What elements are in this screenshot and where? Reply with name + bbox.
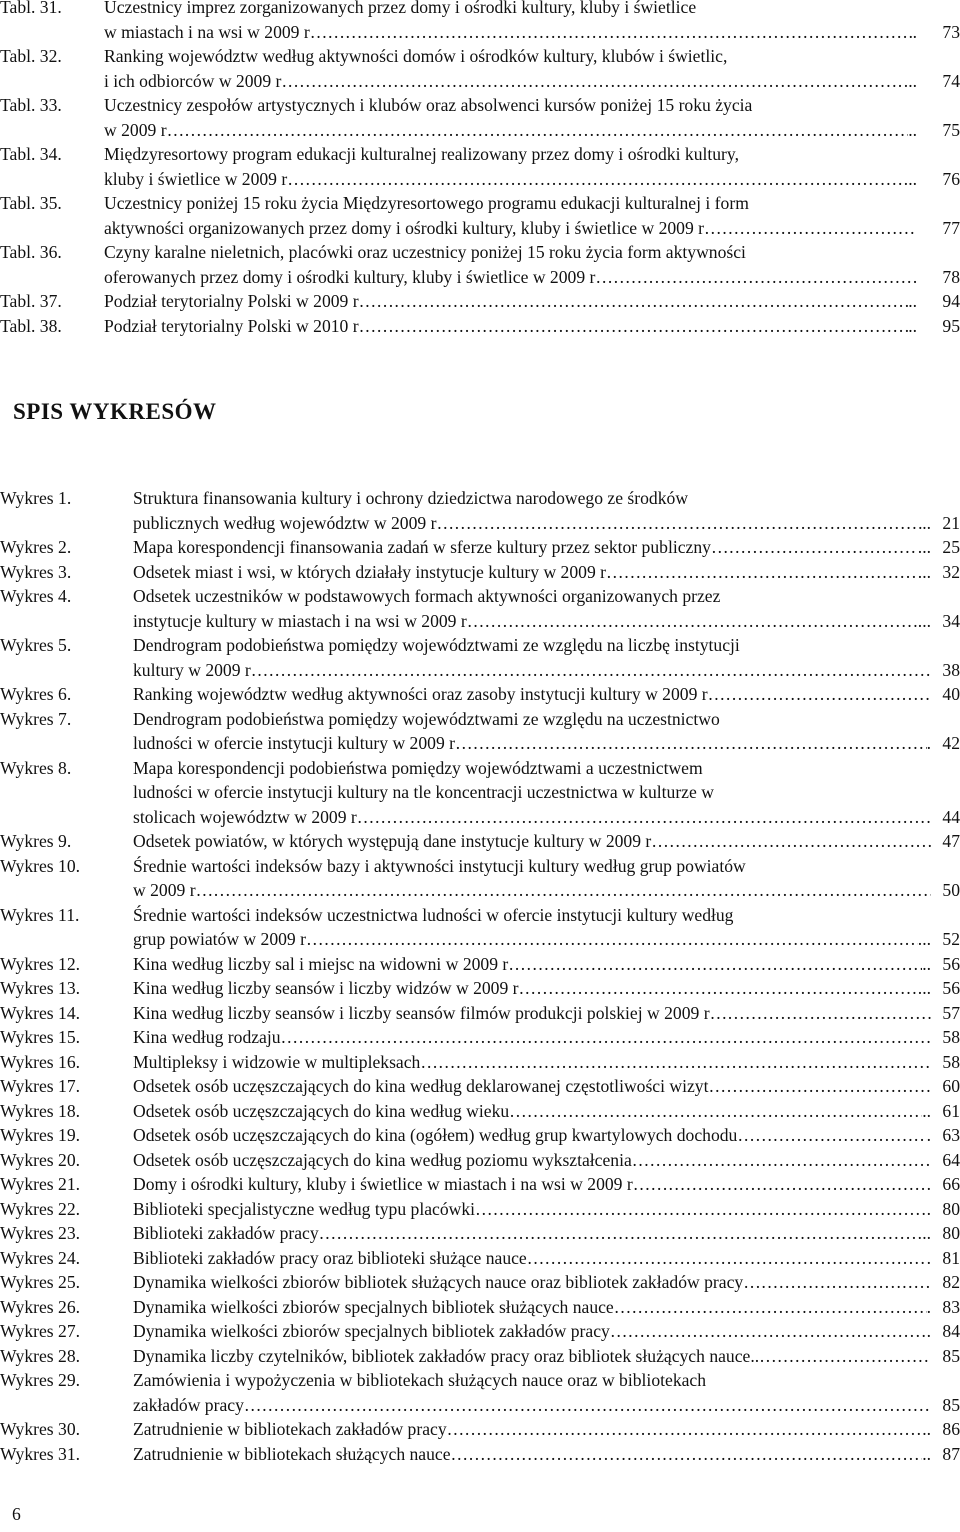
- dot-leader: [606, 560, 918, 585]
- dot-leader: [509, 1099, 922, 1124]
- entry-title: [133, 903, 931, 952]
- entry-title-line: Dynamika wielkości zbiorów specjalnych bibliotek zakładów pracy: [133, 1321, 610, 1341]
- entry-label: Tabl. 31.: [0, 0, 62, 17]
- entry-title-line: Ranking województw według aktywności domów i ośrodków kultury, klubów i świetlic,: [104, 46, 728, 66]
- dot-leader: [737, 1123, 926, 1148]
- toc-entry: [0, 1148, 960, 1173]
- entry-title-line: Odsetek miast i wsi, w których działały instytucje kultury w 2009 r: [133, 561, 606, 582]
- entry-page-number: 66: [942, 1174, 960, 1194]
- entry-title-line: Czyny karalne nieletnich, placówki oraz uczestnicy poniżej 15 roku życia form aktywności: [104, 242, 746, 262]
- entry-title-line: w 2009 r: [133, 880, 196, 900]
- dot-leader: [359, 289, 909, 314]
- dot-leader: [244, 1393, 931, 1418]
- entry-title: [133, 1246, 931, 1271]
- leader-end: ...: [917, 610, 931, 631]
- leader-end: ..: [908, 119, 917, 140]
- dot-leader: [467, 609, 918, 634]
- entry-page-number: 56: [942, 953, 960, 974]
- entry-page-number: 42: [942, 733, 960, 753]
- entry-page-number: 77: [942, 217, 960, 238]
- toc-entry: [0, 1344, 960, 1369]
- toc-entry: [0, 756, 960, 830]
- entry-page-number: 40: [942, 684, 960, 704]
- entry-label: Tabl. 35.: [0, 193, 62, 213]
- entry-page-number: 61: [942, 1100, 960, 1121]
- entry-title-line: Zatrudnienie w bibliotekach służących nauce: [133, 1443, 451, 1464]
- entry-title: [133, 1172, 931, 1197]
- entry-label: Tabl. 38.: [0, 315, 62, 336]
- entry-title-line: ludności w ofercie instytucji kultury w 2009 r: [133, 733, 456, 753]
- entry-title-line: Odsetek osób uczęszczających do kina według poziomu wykształcenia: [133, 1149, 632, 1170]
- entry-title-line: publicznych według województw w 2009 r: [133, 512, 437, 533]
- dot-leader: [251, 658, 931, 683]
- entry-label: Wykres 25.: [0, 1272, 81, 1292]
- dot-leader: [455, 731, 927, 756]
- entry-label: Wykres 9.: [0, 831, 72, 851]
- dot-leader: [595, 265, 917, 290]
- entry-title-line: stolicach województw w 2009 r: [133, 806, 357, 827]
- entry-title-line: Struktura finansowania kultury i ochrony dziedzictwa narodowego ze środków: [133, 488, 689, 508]
- entry-title-line: Biblioteki specjalistyczne według typu placówki: [133, 1198, 476, 1219]
- dot-leader: [527, 1246, 927, 1271]
- entry-label: Wykres 1.: [0, 488, 72, 508]
- entry-page-number: 76: [942, 168, 960, 189]
- dot-leader: [167, 118, 909, 143]
- entry-label: Wykres 31.: [0, 1443, 81, 1464]
- entry-label: Wykres 20.: [0, 1149, 81, 1170]
- entry-title-line: Dynamika wielkości zbiorów specjalnych bibliotek służących nauce: [133, 1296, 614, 1317]
- toc-entry: [0, 1197, 960, 1222]
- entry-label: Wykres 6.: [0, 684, 72, 704]
- entry-page-number: 74: [942, 70, 960, 91]
- entry-title-line: kluby i świetlice w 2009 r: [104, 168, 288, 189]
- entry-title-line: Domy i ośrodki kultury, kluby i świetlice w miastach i na wsi w 2009 r: [133, 1174, 633, 1194]
- leader-end: .: [926, 1198, 931, 1219]
- entry-page-number: 21: [942, 512, 960, 533]
- dot-leader: [420, 1050, 931, 1075]
- entry-title: [104, 240, 917, 289]
- entry-label: Wykres 8.: [0, 757, 72, 778]
- entry-title-line: Odsetek osób uczęszczających do kina według wieku: [133, 1100, 510, 1121]
- toc-entry: [0, 1417, 960, 1442]
- dot-leader: [196, 878, 931, 903]
- page-number: 6: [12, 1504, 21, 1524]
- entry-title: [133, 584, 931, 633]
- toc-entry: [0, 289, 960, 314]
- entry-title-line: Dendrogram podobieństwa pomiędzy województwami ze względu na liczbę instytucji: [133, 635, 740, 655]
- toc-entry: [0, 1001, 960, 1026]
- dot-leader: [359, 314, 909, 339]
- entry-title: [133, 1417, 931, 1442]
- entry-page-number: 25: [942, 537, 960, 557]
- dot-leader: [451, 1442, 923, 1467]
- toc-entry: [0, 1025, 960, 1050]
- entry-label: Wykres 27.: [0, 1321, 81, 1341]
- entry-title-line: Podział terytorialny Polski w 2009 r: [104, 291, 359, 311]
- leader-end: ..: [908, 315, 917, 336]
- toc-entry: [0, 535, 960, 560]
- entry-page-number: 58: [942, 1051, 960, 1072]
- entry-page-number: 86: [942, 1419, 960, 1439]
- entry-title: [104, 314, 917, 339]
- entry-title-line: Średnie wartości indeksów uczestnictwa ludności w ofercie instytucji kultury według: [133, 904, 734, 925]
- dot-leader: [306, 927, 918, 952]
- entry-title: [133, 1221, 931, 1246]
- entry-title-line: w miastach i na wsi w 2009 r: [104, 21, 310, 42]
- toc-entry: [0, 976, 960, 1001]
- dot-leader: [436, 511, 922, 536]
- toc-entry: [0, 560, 960, 585]
- leader-end: ...: [903, 70, 917, 91]
- entry-page-number: 94: [942, 291, 960, 311]
- entry-page-number: 57: [942, 1002, 960, 1023]
- entry-page-number: 56: [942, 978, 960, 998]
- tables-list: [0, 0, 960, 338]
- leader-end: ...: [917, 978, 931, 998]
- dot-leader: [508, 952, 922, 977]
- entry-title: [104, 44, 917, 93]
- entry-title-line: Kina według rodzaju: [133, 1027, 281, 1047]
- entry-label: Wykres 2.: [0, 537, 72, 557]
- entry-title-line: i ich odbiorców w 2009 r: [104, 70, 282, 91]
- entry-title: [133, 560, 931, 585]
- leader-end: .: [926, 733, 931, 753]
- entry-title-line: Podział terytorialny Polski w 2010 r: [104, 315, 359, 336]
- entry-title-line: Uczestnicy imprez zorganizowanych przez domy i ośrodki kultury, kluby i świetlice: [104, 0, 697, 17]
- dot-leader: [281, 69, 903, 94]
- entry-title-line: Odsetek powiatów, w których występują dane instytucje kultury w 2009 r: [133, 831, 652, 851]
- entry-title-line: instytucje kultury w miastach i na wsi w 2009 r: [133, 610, 467, 631]
- leader-end: .: [926, 1296, 931, 1317]
- entry-title: [104, 191, 917, 240]
- entry-label: Wykres 11.: [0, 904, 80, 925]
- entry-title: [133, 633, 931, 682]
- entry-title: [133, 1148, 931, 1173]
- entry-title: [133, 535, 931, 560]
- entry-label: Tabl. 32.: [0, 46, 62, 66]
- entry-title-line: Ranking województw według aktywności oraz zasoby instytucji kultury w 2009 r: [133, 684, 708, 704]
- toc-entry: [0, 584, 960, 633]
- toc-entry: [0, 191, 960, 240]
- dot-leader: [633, 1172, 927, 1197]
- entry-title: [133, 952, 931, 977]
- dot-leader: [310, 20, 913, 45]
- entry-page-number: 38: [942, 659, 960, 680]
- entry-page-number: 87: [942, 1443, 960, 1464]
- entry-title-line: Mapa korespondencji finansowania zadań w sferze kultury przez sektor publiczny: [133, 537, 711, 557]
- entry-label: Wykres 5.: [0, 635, 72, 655]
- entry-title: [133, 1197, 931, 1222]
- entry-title: [133, 1368, 931, 1417]
- toc-entry: [0, 1221, 960, 1246]
- leader-end: .: [926, 1174, 931, 1194]
- entry-page-number: 78: [942, 266, 960, 287]
- toc-entry: [0, 314, 960, 339]
- entry-label: Wykres 13.: [0, 978, 81, 998]
- entry-title: [133, 976, 931, 1001]
- charts-list: [0, 486, 960, 1466]
- leader-end: ..: [922, 512, 931, 533]
- dot-leader: [651, 829, 931, 854]
- entry-label: Wykres 16.: [0, 1051, 81, 1072]
- dot-leader: [610, 1319, 927, 1344]
- dot-leader: [447, 1417, 923, 1442]
- leader-end: .: [926, 1247, 931, 1268]
- entry-title: [133, 1295, 931, 1320]
- toc-entry: [0, 1270, 960, 1295]
- leader-end: ...: [917, 561, 931, 582]
- leader-end: ..: [922, 1223, 931, 1243]
- entry-page-number: 47: [942, 831, 960, 851]
- dot-leader: [704, 216, 917, 241]
- entry-page-number: 80: [942, 1223, 960, 1243]
- entry-title: [133, 1123, 931, 1148]
- entry-title-line: Odsetek uczestników w podstawowych formach aktywności organizowanych przez: [133, 586, 721, 606]
- entry-page-number: 64: [942, 1149, 960, 1170]
- entry-label: Wykres 3.: [0, 561, 72, 582]
- leader-end: .: [926, 1321, 931, 1341]
- entry-label: Tabl. 36.: [0, 242, 62, 262]
- entry-label: Wykres 26.: [0, 1296, 81, 1317]
- toc-entry: [0, 829, 960, 854]
- dot-leader: [519, 976, 918, 1001]
- entry-page-number: 81: [942, 1247, 960, 1268]
- entry-page-number: 85: [942, 1394, 960, 1415]
- entry-title: [133, 756, 931, 830]
- entry-label: Wykres 10.: [0, 855, 81, 876]
- entry-page-number: 73: [942, 21, 960, 42]
- toc-entry: [0, 1099, 960, 1124]
- toc-entry: [0, 93, 960, 142]
- leader-end: .: [912, 21, 917, 42]
- leader-end: ..: [908, 291, 917, 311]
- toc-entry: [0, 1172, 960, 1197]
- toc-entry: [0, 1442, 960, 1467]
- entry-title-line: Uczestnicy zespołów artystycznych i klubów oraz absolwenci kursów poniżej 15 roku życia: [104, 95, 753, 115]
- dot-leader: [711, 535, 918, 560]
- toc-entry: [0, 1246, 960, 1271]
- toc-entry: [0, 1368, 960, 1417]
- entry-title: [133, 1270, 931, 1295]
- entry-page-number: 84: [942, 1321, 960, 1341]
- toc-entry: [0, 1319, 960, 1344]
- toc-entry: [0, 44, 960, 93]
- toc-entry: [0, 633, 960, 682]
- entry-title-line: Zatrudnienie w bibliotekach zakładów pracy: [133, 1419, 447, 1439]
- entry-title: [133, 1319, 931, 1344]
- entry-label: Wykres 7.: [0, 708, 72, 729]
- entry-title: [104, 142, 917, 191]
- entry-title: [133, 707, 931, 756]
- leader-end: ..: [922, 1443, 931, 1464]
- entry-page-number: 63: [942, 1125, 960, 1145]
- entry-title-line: ludności w ofercie instytucji kultury na tle koncentracji uczestnictwa w kulturze w: [133, 782, 714, 802]
- entry-title: [104, 289, 917, 314]
- toc-entry: [0, 1074, 960, 1099]
- entry-page-number: 83: [942, 1296, 960, 1317]
- entry-title-line: Międzyresortowy program edukacji kulturalnej realizowany przez domy i ośrodki kultury,: [104, 144, 739, 164]
- dot-leader: [319, 1221, 923, 1246]
- entry-label: Wykres 18.: [0, 1100, 81, 1121]
- entry-title: [133, 486, 931, 535]
- entry-title-line: Średnie wartości indeksów bazy i aktywności instytucji kultury według grup powiatów: [133, 855, 746, 876]
- leader-end: ..: [922, 953, 931, 974]
- entry-title: [133, 1074, 931, 1099]
- entry-title: [133, 1344, 931, 1369]
- entry-label: Tabl. 33.: [0, 95, 62, 115]
- entry-label: Wykres 28.: [0, 1345, 81, 1366]
- toc-entry: [0, 952, 960, 977]
- charts-heading: SPIS WYKRESÓW: [13, 399, 217, 424]
- toc-entry: [0, 1123, 960, 1148]
- dot-leader: [708, 682, 931, 707]
- entry-label: Wykres 4.: [0, 586, 72, 606]
- dot-leader: [743, 1270, 931, 1295]
- entry-label: Wykres 24.: [0, 1247, 81, 1268]
- entry-label: Wykres 21.: [0, 1174, 81, 1194]
- toc-entry: [0, 1295, 960, 1320]
- entry-title-line: Odsetek osób uczęszczających do kina według deklarowanej częstotliwości wizyt: [133, 1076, 709, 1096]
- entry-label: Wykres 29.: [0, 1370, 81, 1390]
- entry-label: Tabl. 34.: [0, 144, 62, 164]
- entry-page-number: 32: [942, 561, 960, 582]
- entry-title: [133, 1001, 931, 1026]
- entry-title-line: w 2009 r: [104, 119, 167, 140]
- entry-title-line: Multipleksy i widzowie w multipleksach: [133, 1051, 421, 1072]
- dot-leader: [281, 1025, 931, 1050]
- dot-leader: [710, 1001, 931, 1026]
- leader-end: .: [926, 1125, 931, 1145]
- entry-label: Wykres 12.: [0, 953, 81, 974]
- dot-leader: [632, 1148, 931, 1173]
- entry-title-line: Odsetek osób uczęszczających do kina (ogółem) według grup kwartylowych dochodu: [133, 1125, 738, 1145]
- leader-end: ..: [922, 1419, 931, 1439]
- entry-title: [133, 854, 931, 903]
- entry-page-number: 85: [942, 1345, 960, 1366]
- entry-page-number: 50: [942, 880, 960, 900]
- dot-leader: [759, 1344, 931, 1369]
- entry-page-number: 75: [942, 119, 960, 140]
- entry-title-line: Kina według liczby seansów i liczby seansów filmów produkcji polskiej w 2009 r: [133, 1002, 710, 1023]
- dot-leader: [614, 1295, 927, 1320]
- entry-title: [133, 1025, 931, 1050]
- entry-title-line: Dynamika liczby czytelników, bibliotek zakładów pracy oraz bibliotek służących nauce..: [133, 1345, 760, 1366]
- toc-entry: [0, 707, 960, 756]
- entry-title: [104, 93, 917, 142]
- entry-page-number: 95: [942, 315, 960, 336]
- entry-title-line: Zamówienia i wypożyczenia w bibliotekach służących nauce oraz w bibliotekach: [133, 1370, 707, 1390]
- dot-leader: [709, 1074, 932, 1099]
- entry-page-number: 82: [942, 1272, 960, 1292]
- entry-label: Wykres 22.: [0, 1198, 81, 1219]
- entry-page-number: 58: [942, 1027, 960, 1047]
- entry-title: [104, 0, 917, 44]
- entry-label: Wykres 17.: [0, 1076, 81, 1096]
- entry-label: Wykres 14.: [0, 1002, 81, 1023]
- toc-entry: [0, 903, 960, 952]
- entry-page-number: 60: [942, 1076, 960, 1096]
- toc-entry: [0, 854, 960, 903]
- entry-title-line: Biblioteki zakładów pracy: [133, 1223, 319, 1243]
- entry-title-line: Dynamika wielkości zbiorów bibliotek służących nauce oraz bibliotek zakładów pracy: [133, 1272, 744, 1292]
- entry-title-line: Biblioteki zakładów pracy oraz biblioteki służące nauce: [133, 1247, 527, 1268]
- dot-leader: [357, 805, 931, 830]
- entry-title-line: grup powiatów w 2009 r: [133, 929, 306, 949]
- entry-page-number: 34: [942, 610, 960, 631]
- entry-title-line: Mapa korespondencji podobieństwa pomiędzy województwami a uczestnictwem: [133, 757, 703, 778]
- entry-title-line: Kina według liczby seansów i liczby widzów w 2009 r: [133, 978, 519, 998]
- toc-entry: [0, 1050, 960, 1075]
- entry-label: Wykres 15.: [0, 1027, 81, 1047]
- entry-label: Tabl. 37.: [0, 291, 62, 311]
- entry-label: Wykres 19.: [0, 1125, 81, 1145]
- entry-title: [133, 1442, 931, 1467]
- leader-end: ..: [908, 168, 917, 189]
- entry-title: [133, 829, 931, 854]
- toc-entry: [0, 682, 960, 707]
- entry-page-number: 44: [942, 806, 960, 827]
- entry-title-line: Kina według liczby sal i miejsc na widowni w 2009 r: [133, 953, 509, 974]
- toc-entry: [0, 0, 960, 44]
- entry-page-number: 52: [942, 929, 960, 949]
- entry-title-line: aktywności organizowanych przez domy i ośrodki kultury, kluby i świetlice w 2009 r: [104, 217, 705, 238]
- dot-leader: [287, 167, 908, 192]
- entry-title: [133, 682, 931, 707]
- entry-title: [133, 1099, 931, 1124]
- leader-end: ...: [917, 929, 931, 949]
- toc-entry: [0, 142, 960, 191]
- leader-end: ..: [922, 1100, 931, 1121]
- entry-title-line: zakładów pracy: [133, 1394, 244, 1415]
- entry-title-line: kultury w 2009 r: [133, 659, 251, 680]
- leader-end: ...: [917, 537, 931, 557]
- toc-entry: [0, 240, 960, 289]
- dot-leader: [475, 1197, 927, 1222]
- toc-entry: [0, 486, 960, 535]
- entry-page-number: 80: [942, 1198, 960, 1219]
- entry-title-line: Dendrogram podobieństwa pomiędzy województwami ze względu na uczestnictwo: [133, 708, 720, 729]
- entry-label: Wykres 23.: [0, 1223, 81, 1243]
- entry-title-line: oferowanych przez domy i ośrodki kultury, kluby i świetlice w 2009 r: [104, 266, 596, 287]
- entry-title: [133, 1050, 931, 1075]
- entry-title-line: Uczestnicy poniżej 15 roku życia Międzyresortowego programu edukacji kulturalnej i form: [104, 193, 749, 213]
- entry-label: Wykres 30.: [0, 1419, 81, 1439]
